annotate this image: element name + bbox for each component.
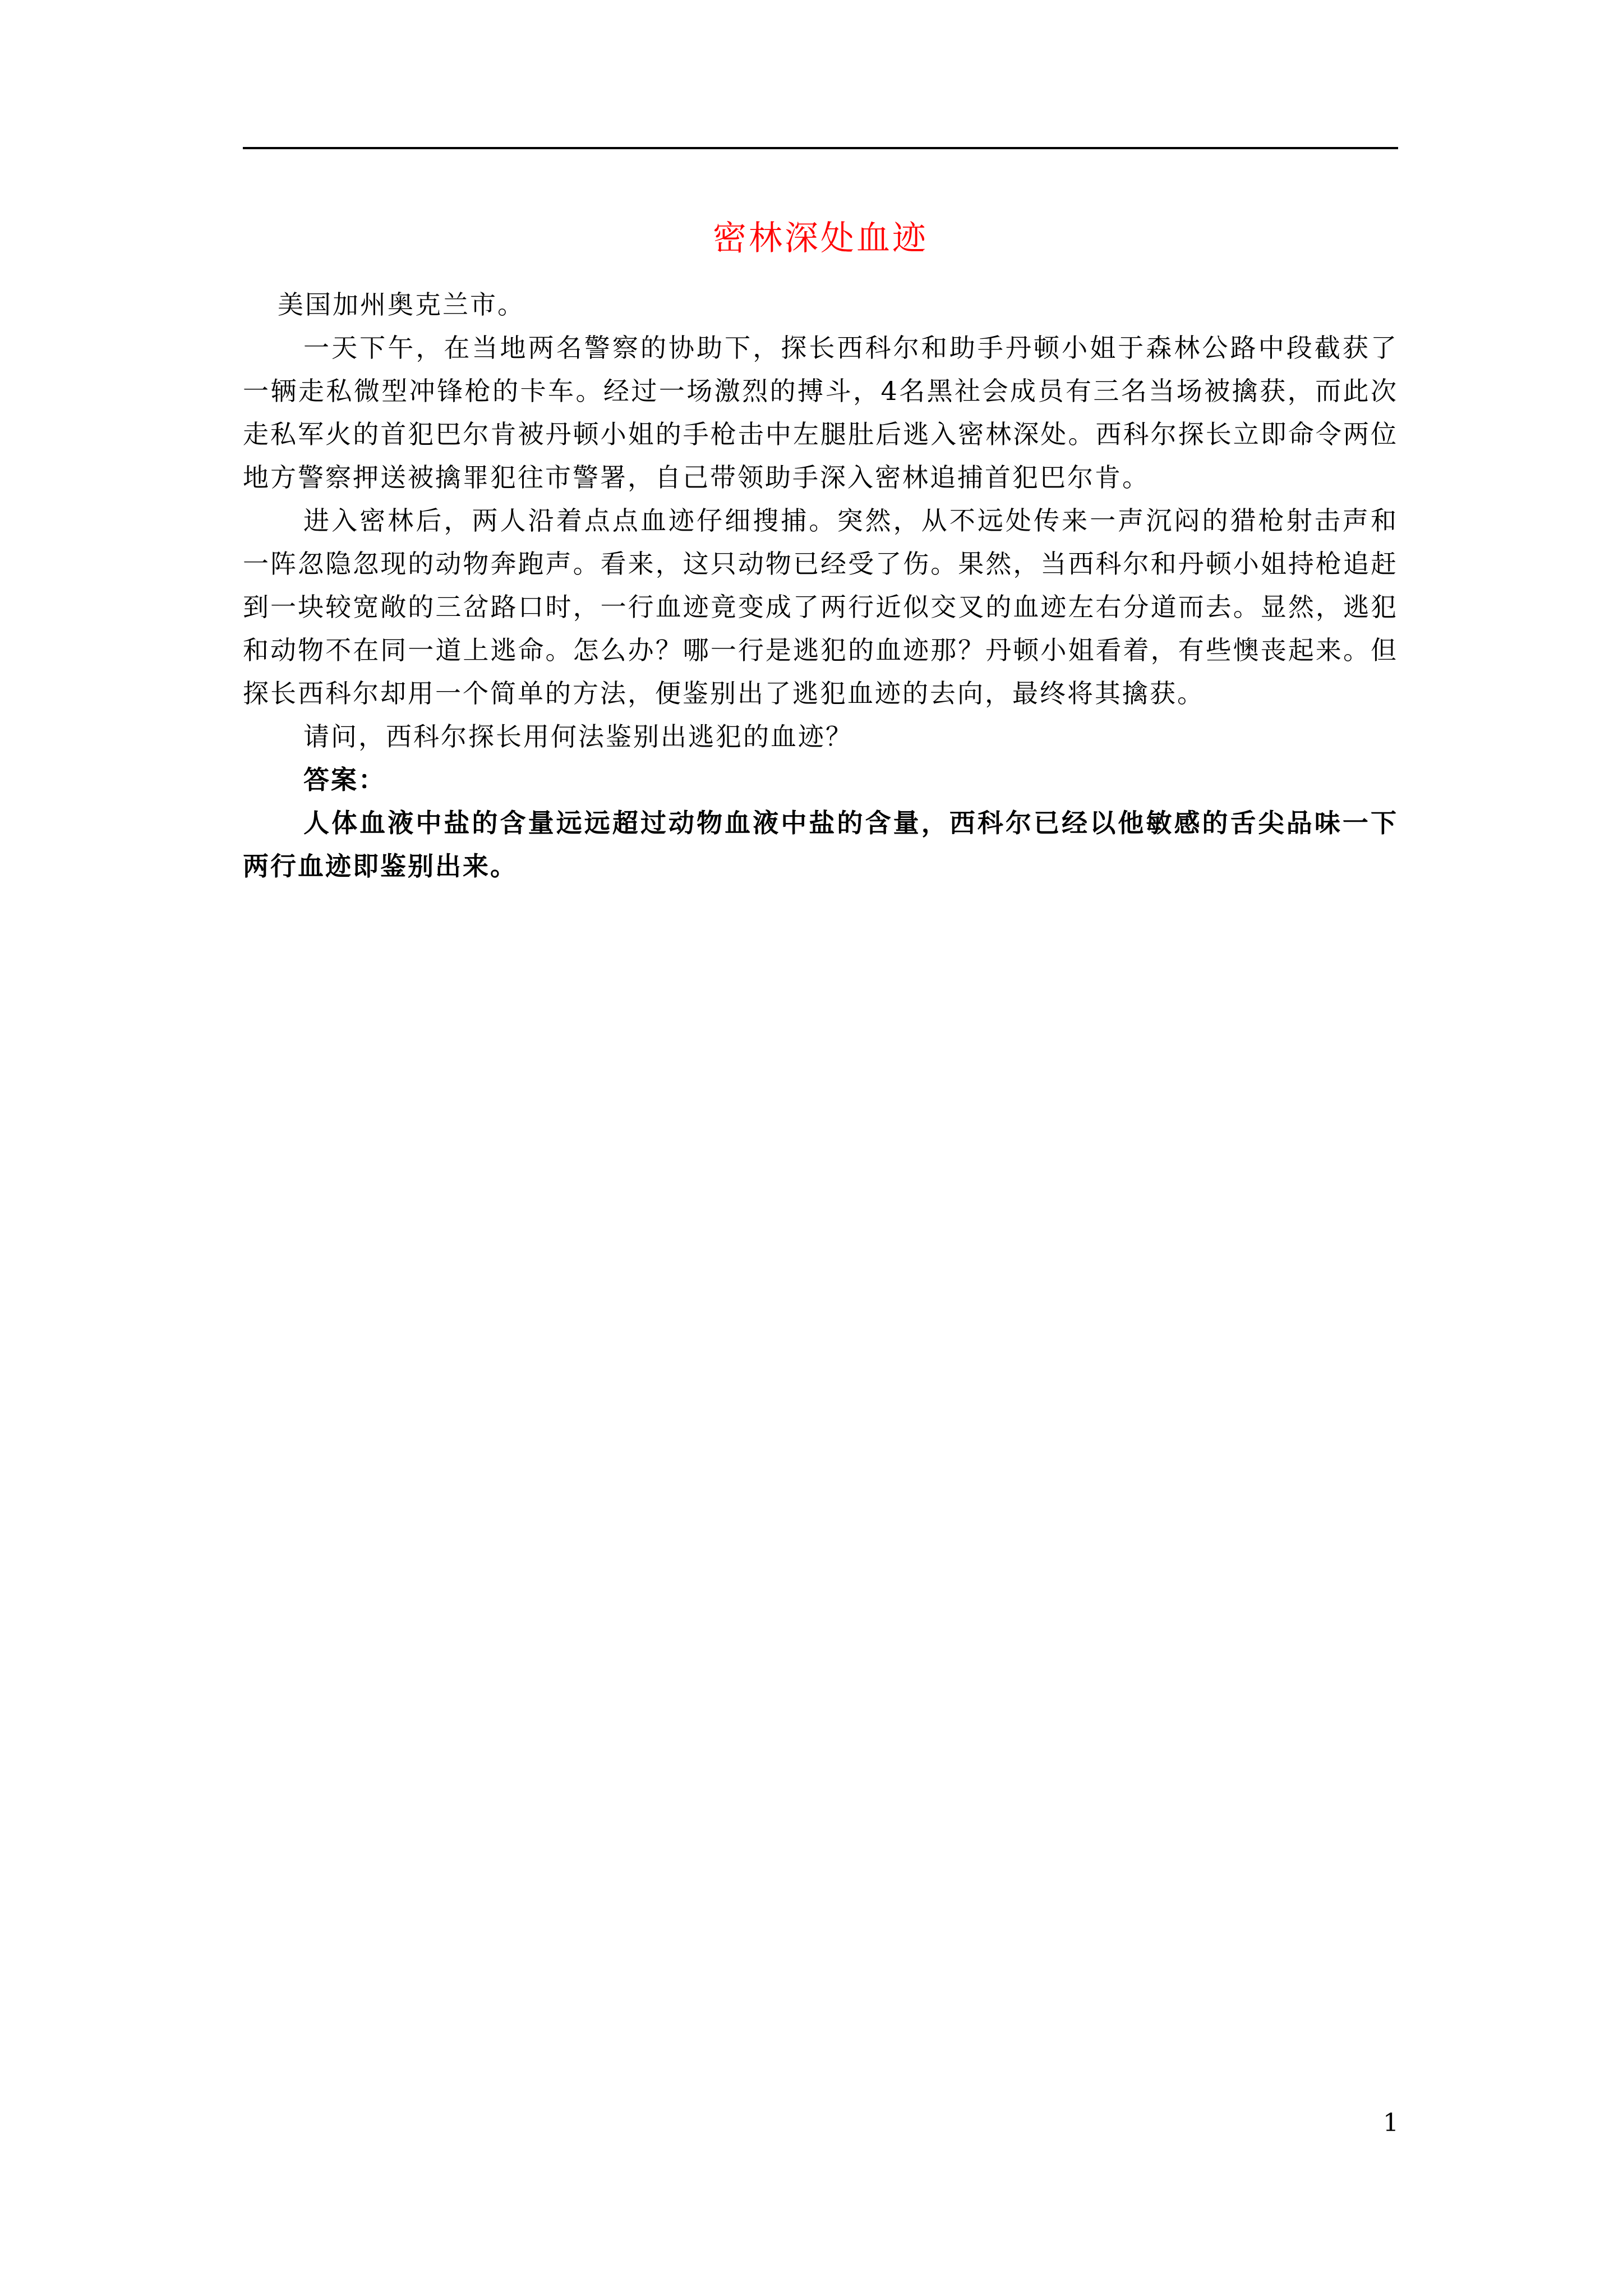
answer-label: 答案：: [303, 765, 386, 795]
page-number: 1: [1383, 2109, 1399, 2137]
paragraph-location: 美国加州奥克兰市。: [278, 289, 525, 320]
document-title: 密林深处血迹: [713, 219, 928, 258]
header-rule: [243, 147, 1398, 149]
document-body: [243, 283, 1398, 888]
paragraph-story-1: 一天下午，在当地两名警察的协助下，探长西科尔和助手丹顿小姐于森林公路中段截获了一辆走私微型冲锋枪的卡车。经过一场激烈的搏斗，4名黑社会成员有三名当场被擒获，而此次走私军火的首犯巴尔肯被丹顿小姐的手枪击中左腿肚后逃入密林深处。西科尔探长立即命令两位地方警察押送被擒罪犯往市警署，自己带领助手深入密林追捕首犯巴尔肯。: [243, 333, 1398, 493]
answer-text: 人体血液中盐的含量远远超过动物血液中盐的含量，西科尔已经以他敏感的舌尖品味一下两行血迹即鉴别出来。: [243, 808, 1398, 881]
paragraph-story-2: 进入密林后，两人沿着点点血迹仔细搜捕。突然，从不远处传来一声沉闷的猎枪射击声和一阵忽隐忽现的动物奔跑声。看来，这只动物已经受了伤。果然，当西科尔和丹顿小姐持枪追赶到一块较宽敞的三岔路口时，一行血迹竟变成了两行近似交叉的血迹左右分道而去。显然，逃犯和动物不在同一道上逃命。怎么办？哪一行是逃犯的血迹那？丹顿小姐看着，有些懊丧起来。但探长西科尔却用一个简单的方法，便鉴别出了逃犯血迹的去向，最终将其擒获。: [243, 505, 1398, 708]
paragraph-question: 请问，西科尔探长用何法鉴别出逃犯的血迹？: [303, 721, 853, 752]
